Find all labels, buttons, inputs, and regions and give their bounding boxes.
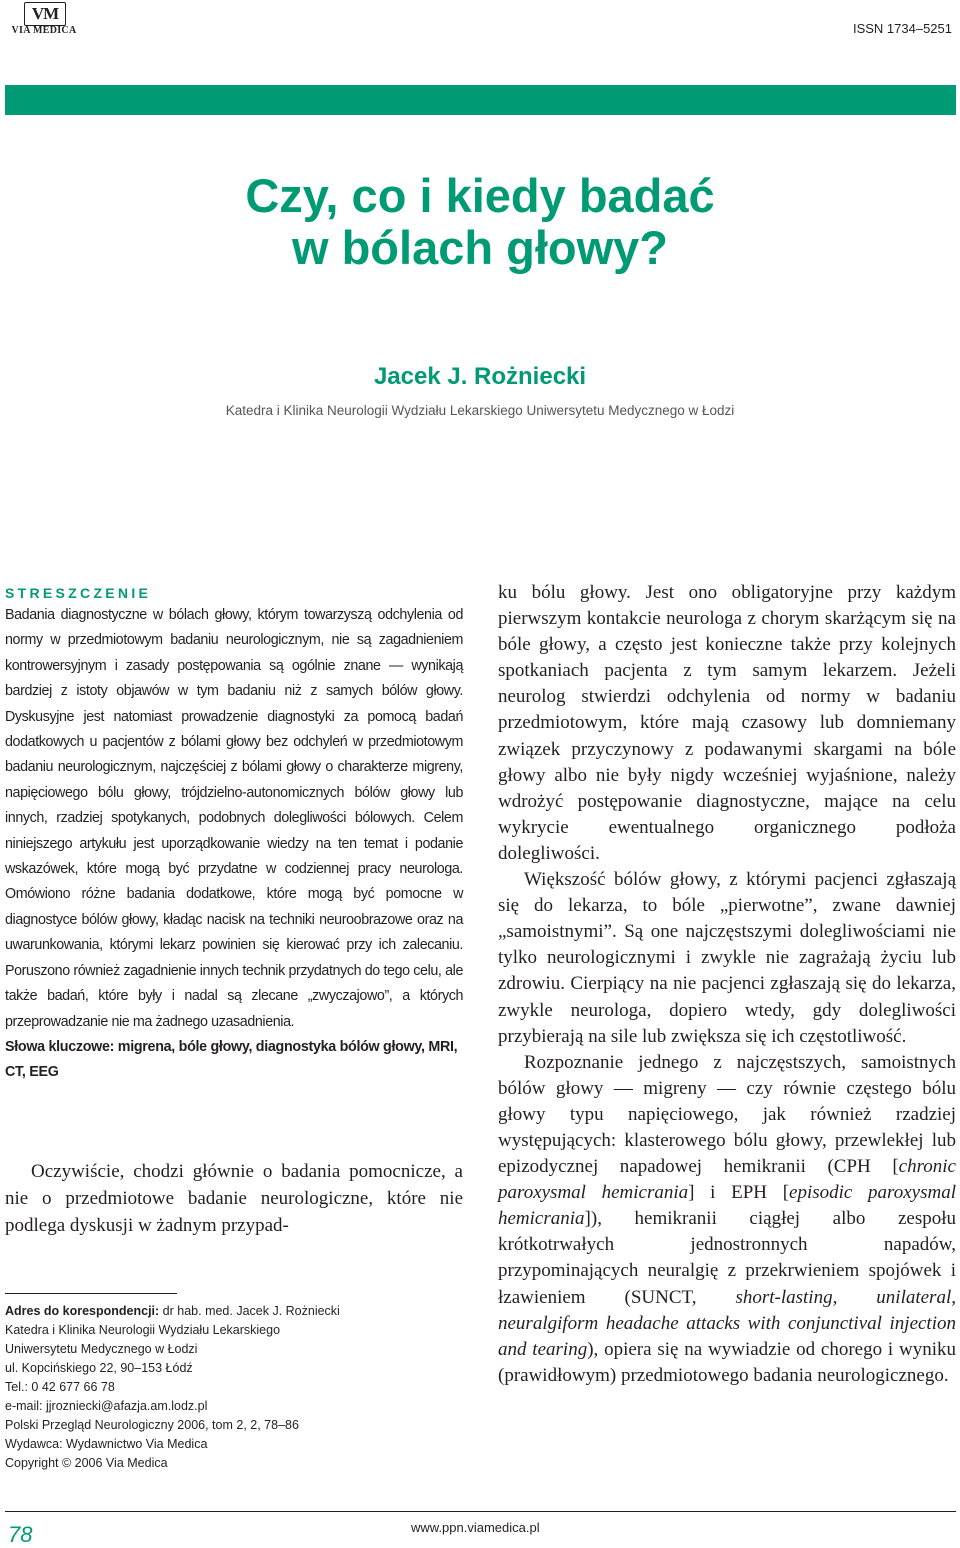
correspondence-line-3: Uniwersytetu Medycznego w Łodzi [5,1342,198,1356]
abstract-section [5,583,463,1086]
author-affiliation: Katedra i Klinika Neurologii Wydziału Lekarskiego Uniwersytetu Medycznego w Łodzi [225,403,735,418]
correspondence-name: dr hab. med. Jacek J. Rożniecki [159,1304,340,1318]
p3-term-cph: chronic paroxysmal hemicrania [498,1156,956,1204]
intro-paragraph: Oczywiście, chodzi głównie o badania pomocnicze, a nie o przedmiotowe badanie neurologiczne, które nie podlega dyskusji w żadnym przypad- [5,1161,463,1236]
body-paragraph-2: Większość bólów głowy, z którymi pacjenci zgłaszają się do lekarza, to bóle „pierwotne”, zwane dawniej „samoistnymi”. Są one najczęstszymi dolegliwościami nie tylko neurologicznymi i zwykle nie zagrażają życiu lub zdrowiu. Cierpiący na nie pacjenci zgłaszają się do lekarza, zwykle neurologa, dopiero wtedy, gdy dolegliwości przybierają na sile lub zwiększa się ich częstotliwość. [498,869,956,1047]
citation: Polski Przegląd Neurologiczny 2006, tom 2, 2, 78–86 [5,1418,299,1432]
p3-part-e: ]), hemikranii ciągłej albo zespołu krótkotrwałych jednostronnych napadów, przypominających neuralgię z przekrwieniem spojówek i łzawieniem (SUNCT, [498,1208,956,1308]
publisher-logo [4,2,84,36]
header-band [5,85,956,115]
title-line-2: w bólach głowy? [291,221,669,274]
correspondence-line-2: Katedra i Klinika Neurologii Wydziału Lekarskiego [5,1323,281,1337]
body-paragraph-1: ku bólu głowy. Jest ono obligatoryjne przy każdym pierwszym kontakcie neurologa z chorym skarżącym się na bóle głowy, a często jest konieczne także przy kolejnych spotkaniach pacjenta z tym samym lekarzem. Jeżeli neurolog stwierdzi odchylenia od normy w badaniu przedmiotowym, które mają czasowy lub domniemany związek przyczynowy z podawanymi skargami na bóle głowy albo nie były nigdy wcześniej wyjaśnione, należy wdrożyć postępowanie diagnostyczne, mające na celu wykrycie ewentualnego organicznego podłoża dolegliwości. [498,582,956,864]
abstract-text: Badania diagnostyczne w bólach głowy, którym towarzyszą odchylenia od normy w przedmiotowym badaniu neurologicznym, nie są zagadnieniem kontrowersyjnym i zasady postępowania są ogólnie znane — wynikają bardziej z istoty objawów w tym badaniu niż z samych bólów głowy. Dyskusyjne jest natomiast prowadzenie diagnostyki za pomocą badań dodatkowych u pacjentów z bólami głowy bez odchyleń w przedmiotowym badaniu neurologicznym, najczęściej z bólami głowy o charakterze migreny, napięciowego bólu głowy, trójdzielno-autonomicznych bólów głowy lub innych, rzadziej spotykanych, podobnych dolegliwości bólowych. Celem niniejszego artykułu jest uporządkowanie wiedzy na ten temat i podanie wskazówek, które mogą być przydatne w codziennej pracy neurologa. Omówiono różne badania dodatkowe, które mogą być pomocne w diagnostyce bólów głowy, kładąc nacisk na techniki neuroobrazowe oraz na uwarunkowania, którymi lekarz powinien się kierować przy ich zalecaniu. Poruszono również zagadnienie innych technik przydatnych do tego celu, ale także badań, które były i nadal są zlecane „zwyczajowo”, a których przeprowadzanie nie ma żadnego uzasadnienia. [5,607,463,1030]
keywords: Słowa kluczowe: migrena, bóle głowy, diagnostyka bólów głowy, MRI, CT, EEG [5,1038,458,1081]
correspondence-phone: Tel.: 0 42 677 66 78 [5,1380,115,1394]
journal-website: www.ppn.viamedica.pl [411,1520,540,1535]
intro-section [5,1158,463,1239]
p3-part-a: Rozpoznanie jednego z najczęstszych, samoistnych bólów głowy — migreny — czy równie częstego bólu głowy typu napięciowego, jak również rzadziej występujących: klasterowego bólu głowy, przewlekłej lub epizodycznej napadowej hemikranii (CPH [ [498,1051,956,1178]
page-number: 78 [8,1522,33,1547]
body-column-right [498,580,956,1389]
abstract-heading: STRESZCZENIE [5,585,152,601]
correspondence-address: ul. Kopcińskiego 22, 90–153 Łódź [5,1361,193,1375]
title-line-1: Czy, co i kiedy badać [245,169,715,222]
correspondence-block [5,1302,475,1473]
correspondence-email: e-mail: jjrozniecki@afazja.am.lodz.pl [5,1399,208,1413]
footnote-rule [5,1293,177,1294]
issn: ISSN 1734–5251 [852,21,952,36]
body-paragraph-3 [498,1050,956,1389]
footer-rule [5,1511,956,1512]
correspondence-label: Adres do korespondencji: [5,1304,160,1318]
article-title [0,170,960,274]
author-name: Jacek J. Rożniecki [373,363,587,390]
p3-part-g: ), opiera się na wywiadzie od chorego i wyniku (prawidłowym) przedmiotowego badania neurologicznego. [498,1338,956,1386]
publisher-name: VIA MEDICA [11,25,77,36]
p3-term-sunct: short-lasting, unilateral, neuralgiform headache attacks with conjunctival injection and tearing [498,1286,956,1360]
correspondence-line-1 [5,1302,475,1321]
publisher-line: Wydawca: Wydawnictwo Via Medica [5,1437,208,1451]
logo-mark: VM [24,2,66,26]
p3-term-eph: episodic paroxysmal hemicrania [498,1182,956,1230]
p3-part-c: ] i EPH [ [688,1182,790,1204]
copyright: Copyright © 2006 Via Medica [5,1456,168,1470]
